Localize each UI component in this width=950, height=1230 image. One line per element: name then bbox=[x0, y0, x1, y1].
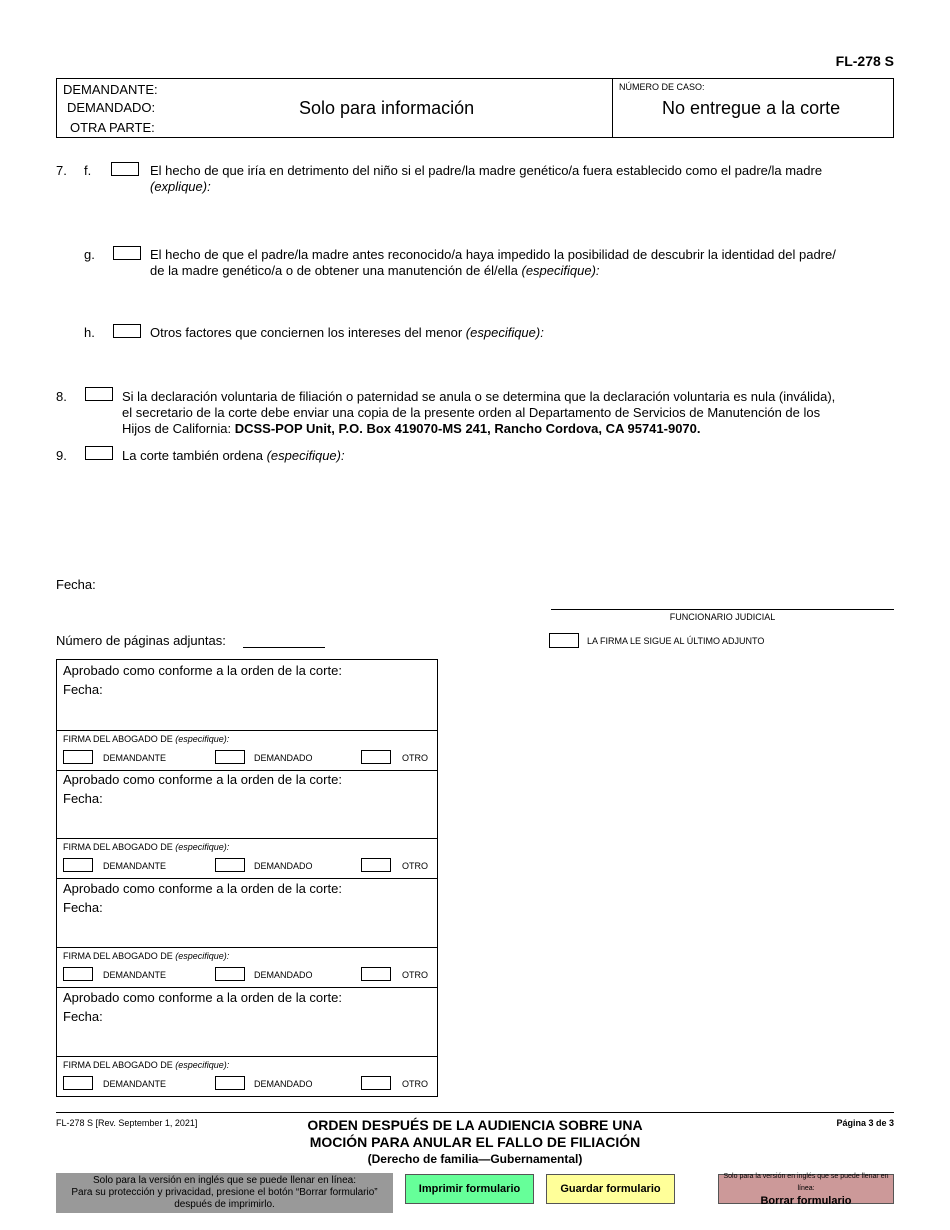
other-checkbox[interactable] bbox=[361, 1076, 391, 1090]
other-option: OTRO bbox=[402, 1079, 428, 1089]
other-option: OTRO bbox=[402, 861, 428, 871]
other-option: OTRO bbox=[402, 753, 428, 763]
item-7h-letter: h. bbox=[84, 325, 95, 340]
respondent-option: DEMANDADO bbox=[254, 861, 313, 871]
privacy-notice: Solo para la versión en inglés que se puede llenar en línea: Para su protección y privacidad, presione el botón “Borrar formulario” después de imprimirlo. bbox=[56, 1173, 393, 1213]
item-7f-letter: f. bbox=[84, 163, 92, 178]
print-form-button[interactable]: Imprimir formulario bbox=[405, 1174, 534, 1204]
item-7g-checkbox[interactable] bbox=[113, 246, 141, 260]
approval-date-label: Fecha: bbox=[63, 791, 103, 806]
item-7g-letter: g. bbox=[84, 247, 95, 262]
item-8-checkbox[interactable] bbox=[85, 387, 113, 401]
petitioner-checkbox[interactable] bbox=[63, 967, 93, 981]
approval-box-3 bbox=[56, 877, 438, 988]
info-only-text: Solo para información bbox=[299, 98, 475, 118]
case-number-label: NÚMERO DE CASO: bbox=[619, 82, 705, 92]
approval-box-2 bbox=[56, 768, 438, 879]
footer-rule bbox=[56, 1112, 894, 1113]
petitioner-label: DEMANDANTE: bbox=[63, 82, 158, 97]
respondent-checkbox[interactable] bbox=[215, 750, 245, 764]
petitioner-checkbox[interactable] bbox=[63, 858, 93, 872]
respondent-checkbox[interactable] bbox=[215, 858, 245, 872]
item-8-number: 8. bbox=[56, 389, 67, 404]
respondent-checkbox[interactable] bbox=[215, 967, 245, 981]
judicial-signature-line[interactable] bbox=[551, 609, 894, 610]
approval-date-label: Fecha: bbox=[63, 900, 103, 915]
date-label: Fecha: bbox=[56, 577, 96, 592]
approved-label: Aprobado como conforme a la orden de la corte: bbox=[63, 772, 342, 787]
attorney-signature-label: FIRMA DEL ABOGADO DE (especifique): bbox=[63, 1060, 230, 1070]
pages-attached-field[interactable] bbox=[243, 647, 325, 648]
other-party-label: OTRA PARTE: bbox=[70, 120, 155, 135]
approved-label: Aprobado como conforme a la orden de la corte: bbox=[63, 663, 342, 678]
other-checkbox[interactable] bbox=[361, 967, 391, 981]
approved-label: Aprobado como conforme a la orden de la corte: bbox=[63, 881, 342, 896]
item-7f-checkbox[interactable] bbox=[111, 162, 139, 176]
item-7f-text: El hecho de que iría en detrimento del niño si el padre/la madre genético/a fuera establecido como el padre/la madre (explique): bbox=[150, 163, 823, 194]
judicial-officer-label: FUNCIONARIO JUDICIAL bbox=[669, 612, 776, 622]
approval-date-label: Fecha: bbox=[63, 1009, 103, 1024]
item-9-checkbox[interactable] bbox=[85, 446, 113, 460]
page-number: Página 3 de 3 bbox=[836, 1118, 894, 1128]
respondent-label: DEMANDADO: bbox=[67, 100, 156, 115]
approval-box-4 bbox=[56, 986, 438, 1097]
follows-last-checkbox[interactable] bbox=[549, 633, 579, 648]
pages-attached-label: Número de páginas adjuntas: bbox=[56, 633, 226, 648]
petitioner-option: DEMANDANTE bbox=[103, 861, 167, 871]
approved-label: Aprobado como conforme a la orden de la corte: bbox=[63, 990, 342, 1005]
other-checkbox[interactable] bbox=[361, 750, 391, 764]
item-7-number: 7. bbox=[56, 163, 67, 178]
petitioner-option: DEMANDANTE bbox=[103, 970, 167, 980]
respondent-option: DEMANDADO bbox=[254, 1079, 313, 1089]
attorney-signature-label: FIRMA DEL ABOGADO DE (especifique): bbox=[63, 734, 230, 744]
other-option: OTRO bbox=[402, 970, 428, 980]
form-id: FL-278 S bbox=[835, 53, 894, 69]
do-not-file-text: No entregue a la corte bbox=[662, 98, 841, 118]
attorney-signature-label: FIRMA DEL ABOGADO DE (especifique): bbox=[63, 951, 230, 961]
save-form-button[interactable]: Guardar formulario bbox=[546, 1174, 675, 1204]
item-7h-checkbox[interactable] bbox=[113, 324, 141, 338]
approval-box-1 bbox=[56, 659, 438, 771]
item-9-text: La corte también ordena (especifique): bbox=[122, 448, 345, 463]
petitioner-option: DEMANDANTE bbox=[103, 1079, 167, 1089]
item-9-number: 9. bbox=[56, 448, 67, 463]
item-7g-text: El hecho de que el padre/la madre antes reconocido/a haya impedido la posibilidad de descubrir la identidad del padre/ de la madre genético/a o de obtener una manutención de él/ella (especifique): bbox=[150, 247, 836, 278]
follows-last-label: LA FIRMA LE SIGUE AL ÚLTIMO ADJUNTO bbox=[587, 636, 765, 646]
clear-form-button[interactable]: Solo para la versión en inglés que se puede llenar en línea: Borrar formulario bbox=[718, 1174, 894, 1204]
caption-box bbox=[56, 78, 894, 138]
revision-label: FL-278 S [Rev. September 1, 2021] bbox=[56, 1118, 198, 1128]
respondent-option: DEMANDADO bbox=[254, 753, 313, 763]
approval-date-label: Fecha: bbox=[63, 682, 103, 697]
respondent-checkbox[interactable] bbox=[215, 1076, 245, 1090]
petitioner-checkbox[interactable] bbox=[63, 750, 93, 764]
petitioner-option: DEMANDANTE bbox=[103, 753, 167, 763]
respondent-option: DEMANDADO bbox=[254, 970, 313, 980]
item-8-text: Si la declaración voluntaria de filiación o paternidad se anula o se determina que la declaración voluntaria es nula (inválida), el secretario de la corte debe enviar una copia de la presente orden al Departamento de Servicios de Manutención de los Hijos de California: DCSS-POP Unit, P.O. Box 419070-MS 241, Rancho Cordova, CA 95741-9070. bbox=[122, 389, 836, 436]
attorney-signature-label: FIRMA DEL ABOGADO DE (especifique): bbox=[63, 842, 230, 852]
other-checkbox[interactable] bbox=[361, 858, 391, 872]
item-7h-text: Otros factores que conciernen los intereses del menor (especifique): bbox=[150, 325, 544, 340]
petitioner-checkbox[interactable] bbox=[63, 1076, 93, 1090]
form-title: ORDEN DESPUÉS DE LA AUDIENCIA SOBRE UNA MOCIÓN PARA ANULAR EL FALLO DE FILIACIÓN (Derecho de familia—Gubernamental) bbox=[307, 1117, 643, 1166]
caption-divider bbox=[612, 79, 613, 137]
